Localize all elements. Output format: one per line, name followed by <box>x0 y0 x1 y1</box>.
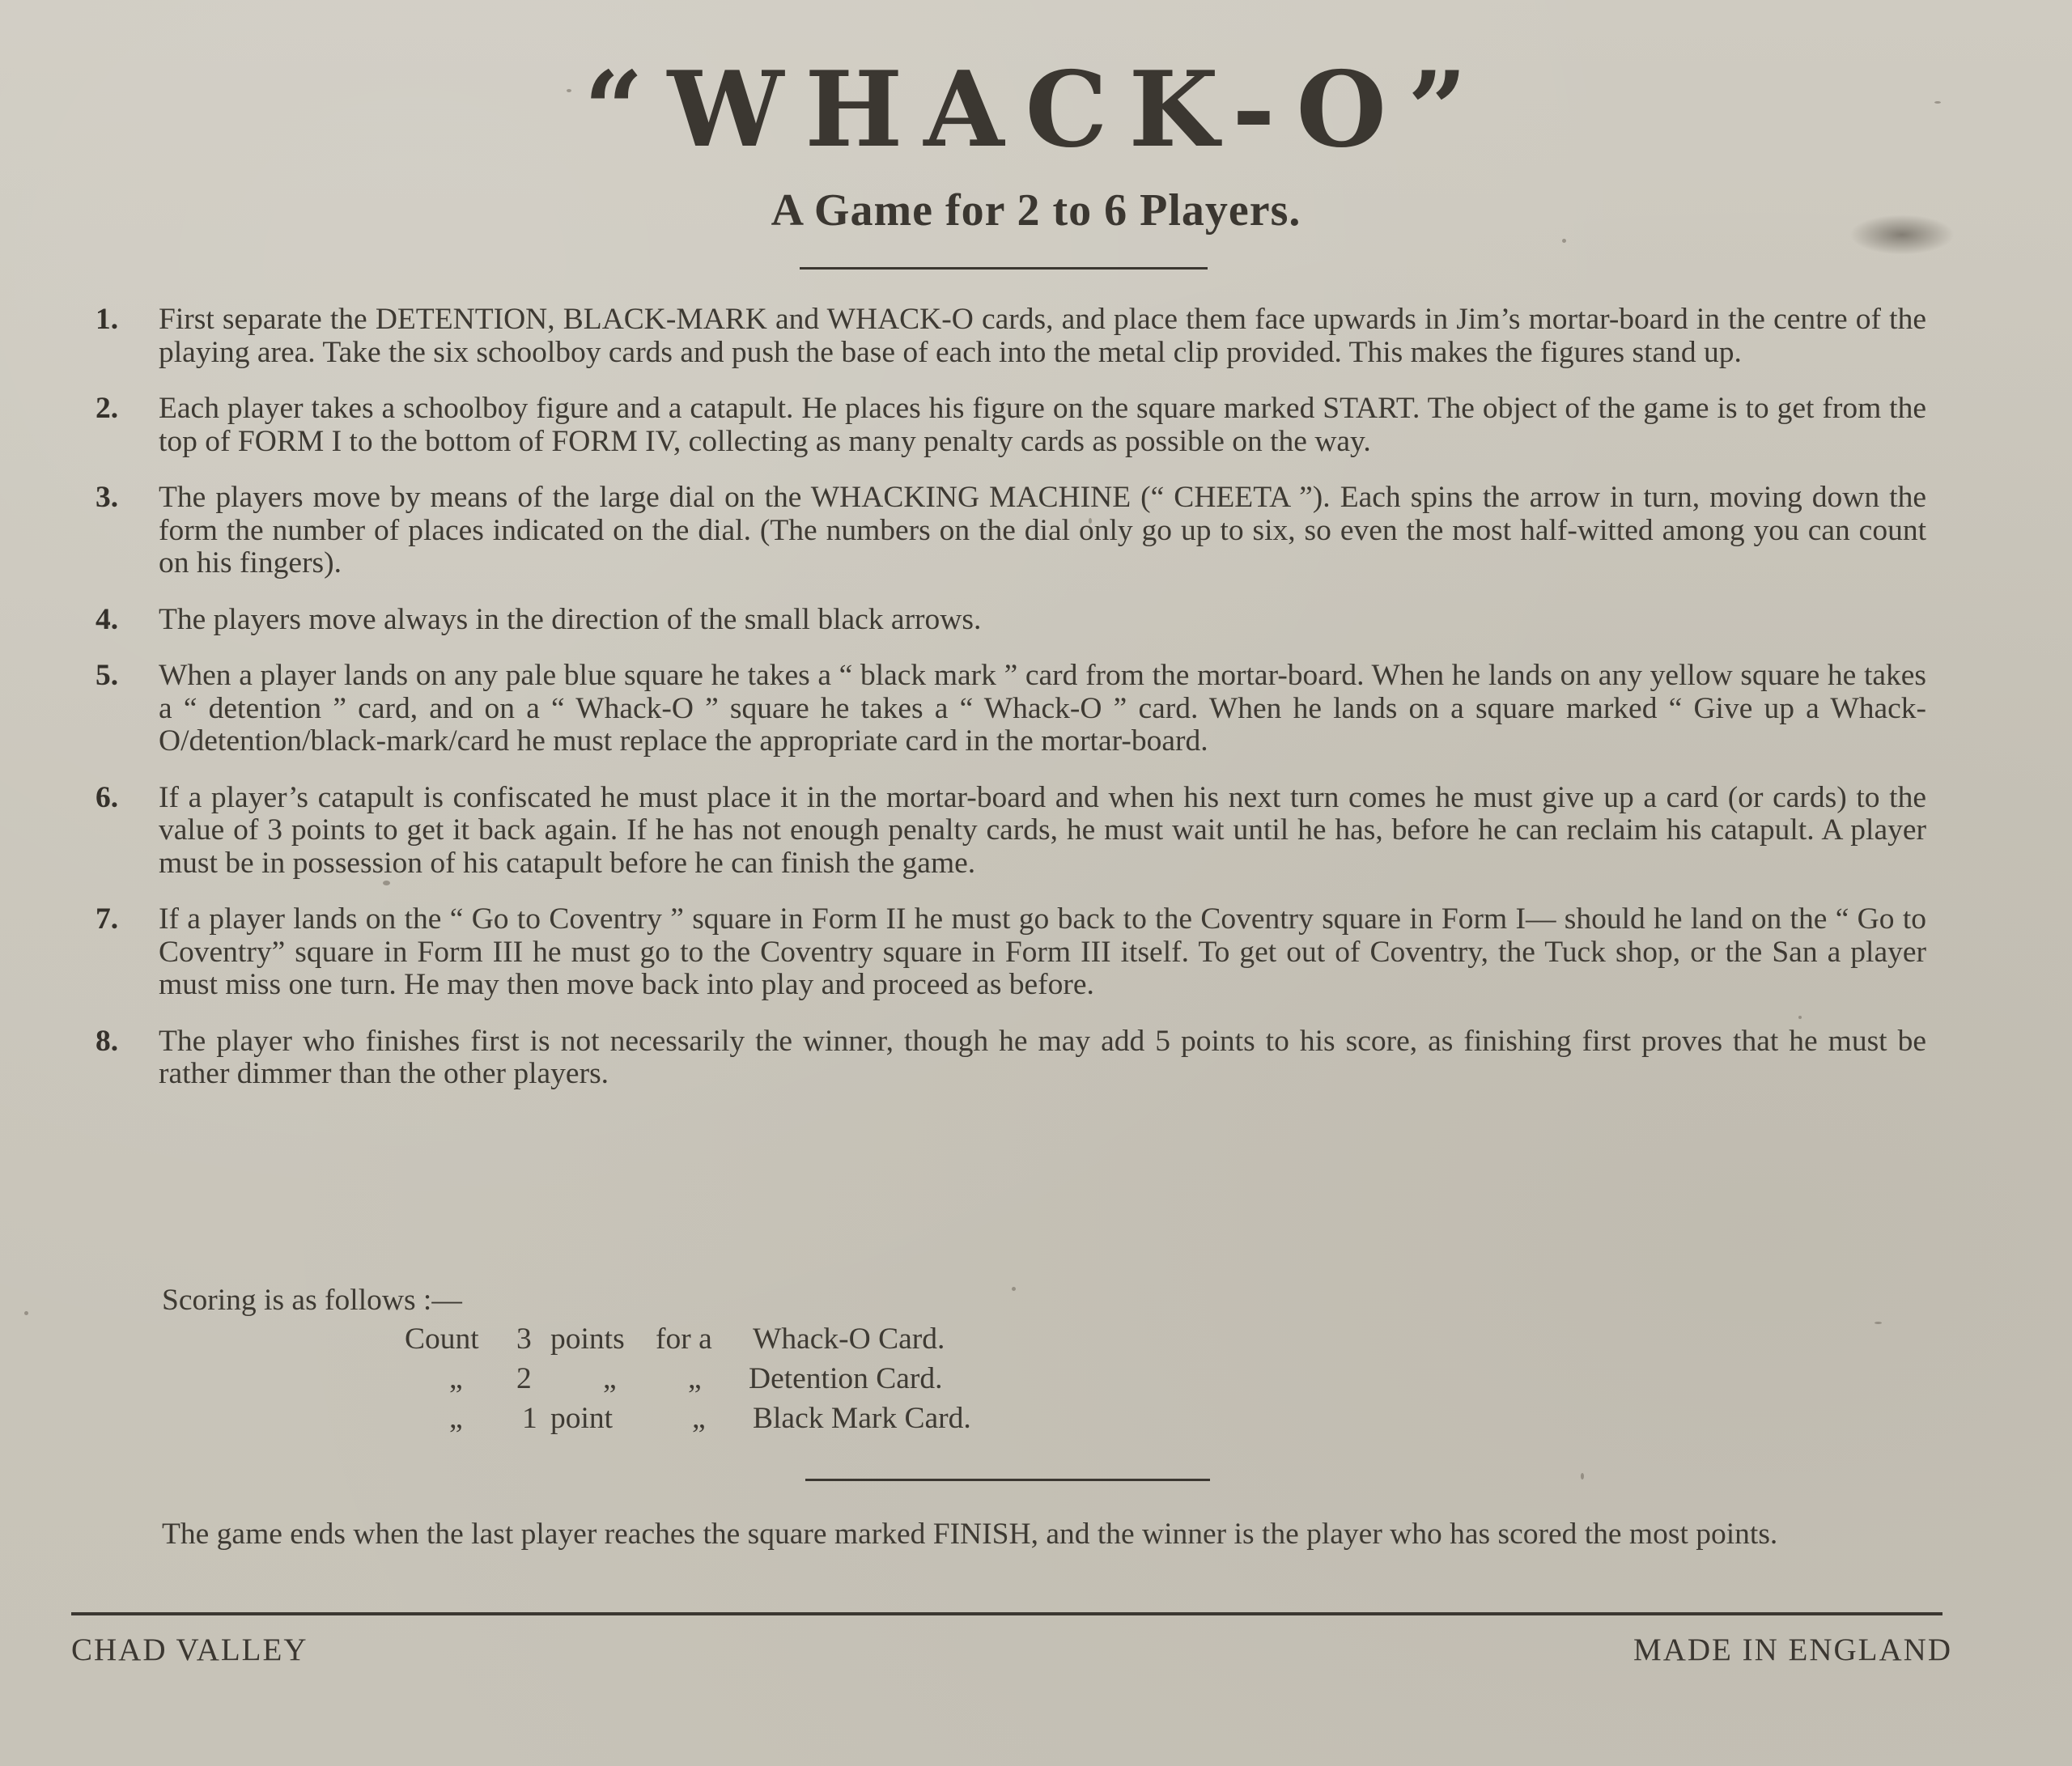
scoring-intro: Scoring is as follows :— <box>162 1284 462 1317</box>
game-title: “WHACK-O” <box>584 49 1488 171</box>
rule-number: 6. <box>96 780 119 814</box>
rule-number: 4. <box>96 602 119 636</box>
rule-item <box>96 660 1926 758</box>
rule-item <box>96 1025 1926 1091</box>
rule-text: First separate the DETENTION, BLACK-MARK and WHACK-O cards, and place them face upwards in Jim’s mortar-board in the centre of the playing area. Take the six schoolboy cards and push the base of each into the metal clip provided. This makes the figures stand up. <box>159 303 1926 369</box>
scoring-lead: „ <box>449 1402 463 1435</box>
rule-item <box>96 604 1926 637</box>
rule-text: If a player’s catapult is confiscated he must place it in the mortar-board and when his next turn comes he must give up a card (or cards) to the value of 3 points to get it back again. If he has not enough penalty cards, he must wait until he has, before he can reclaim his catapult. A player must be in possession of his catapult before he can finish the game. <box>159 780 1926 880</box>
rule-text: When a player lands on any pale blue square he takes a “ black mark ” card from the mortar-board. When he lands on any yellow square he takes a “ detention ” card, and on a “ Whack-O ” square he takes a “ Whack-O ” card. When he lands on a square marked “ Give up a Whack-O/detention/black-mark/card he must replace the appropriate card in the mortar-board. <box>159 659 1926 758</box>
paper-speck <box>1875 1322 1882 1324</box>
paper-speck <box>24 1311 28 1315</box>
scoring-card: Whack-O Card. <box>753 1322 945 1356</box>
rule-text: Each player takes a schoolboy figure and a catapult. He places his figure on the square marked START. The object of the game is to get from the top of FORM I to the bottom of FORM IV, collecting as many penalty cards as possible on the way. <box>159 392 1926 458</box>
rule-number: 1. <box>96 303 119 336</box>
scoring-prep: „ <box>688 1362 702 1395</box>
scoring-card: Black Mark Card. <box>753 1402 971 1435</box>
rule-item <box>96 782 1926 881</box>
rule-text: The players move by means of the large dial on the WHACKING MACHINE (“ CHEETA ”). Each spins the arrow in turn, moving down the form the number of places indicated on the dial. (The numbers on the dial only go up to six, so even the most half-witted among you can count on his fingers). <box>159 481 1926 579</box>
divider-middle <box>805 1479 1210 1481</box>
paper-speck <box>1012 1287 1016 1291</box>
rule-number: 8. <box>96 1024 119 1058</box>
closing-paragraph: The game ends when the last player reaches the square marked FINISH, and the winner is the player who has scored the most points. <box>162 1518 1778 1551</box>
footer-origin: MADE IN ENGLAND <box>1633 1632 1952 1667</box>
rule-text: The players move always in the direction of the small black arrows. <box>159 602 982 636</box>
rules-list <box>96 304 1926 1091</box>
divider-bottom <box>71 1612 1942 1615</box>
scoring-unit: points <box>550 1322 625 1356</box>
rule-number: 7. <box>96 902 119 936</box>
game-subtitle: A Game for 2 to 6 Players. <box>771 185 1301 236</box>
scoring-lead: „ <box>449 1362 463 1395</box>
rule-number: 5. <box>96 659 119 692</box>
divider-top <box>800 267 1208 270</box>
paper-speck <box>1581 1473 1584 1479</box>
scoring-prep: for a <box>656 1322 712 1356</box>
rule-number: 3. <box>96 481 119 514</box>
rule-item <box>96 304 1926 369</box>
scoring-value: 1 <box>522 1402 537 1435</box>
rule-item <box>96 393 1926 458</box>
rule-item <box>96 482 1926 580</box>
rule-item <box>96 903 1926 1002</box>
rule-text: The player who finishes first is not necessarily the winner, though he may add 5 points to his score, as finishing first proves that he must be rather dimmer than the other players. <box>159 1024 1926 1090</box>
scoring-lead: Count <box>405 1322 479 1356</box>
scoring-unit: point <box>550 1402 614 1435</box>
scoring-prep: „ <box>692 1402 706 1435</box>
scoring-card: Detention Card. <box>749 1362 943 1395</box>
rule-number: 2. <box>96 392 119 425</box>
scoring-value: 3 <box>516 1322 532 1356</box>
scoring-value: 2 <box>516 1362 532 1395</box>
rule-text: If a player lands on the “ Go to Coventry ” square in Form II he must go back to the Coventry square in Form I— should he land on the “ Go to Coventry” square in Form III he must go to the Coventry square in Form III itself. To get out of Coventry, the Tuck shop, or the San a player must miss one turn. He may then move back into play and proceed as before. <box>159 902 1926 1001</box>
paper-speck <box>1562 239 1566 243</box>
footer-maker: CHAD VALLEY <box>71 1632 308 1667</box>
scoring-unit: „ <box>603 1362 617 1395</box>
